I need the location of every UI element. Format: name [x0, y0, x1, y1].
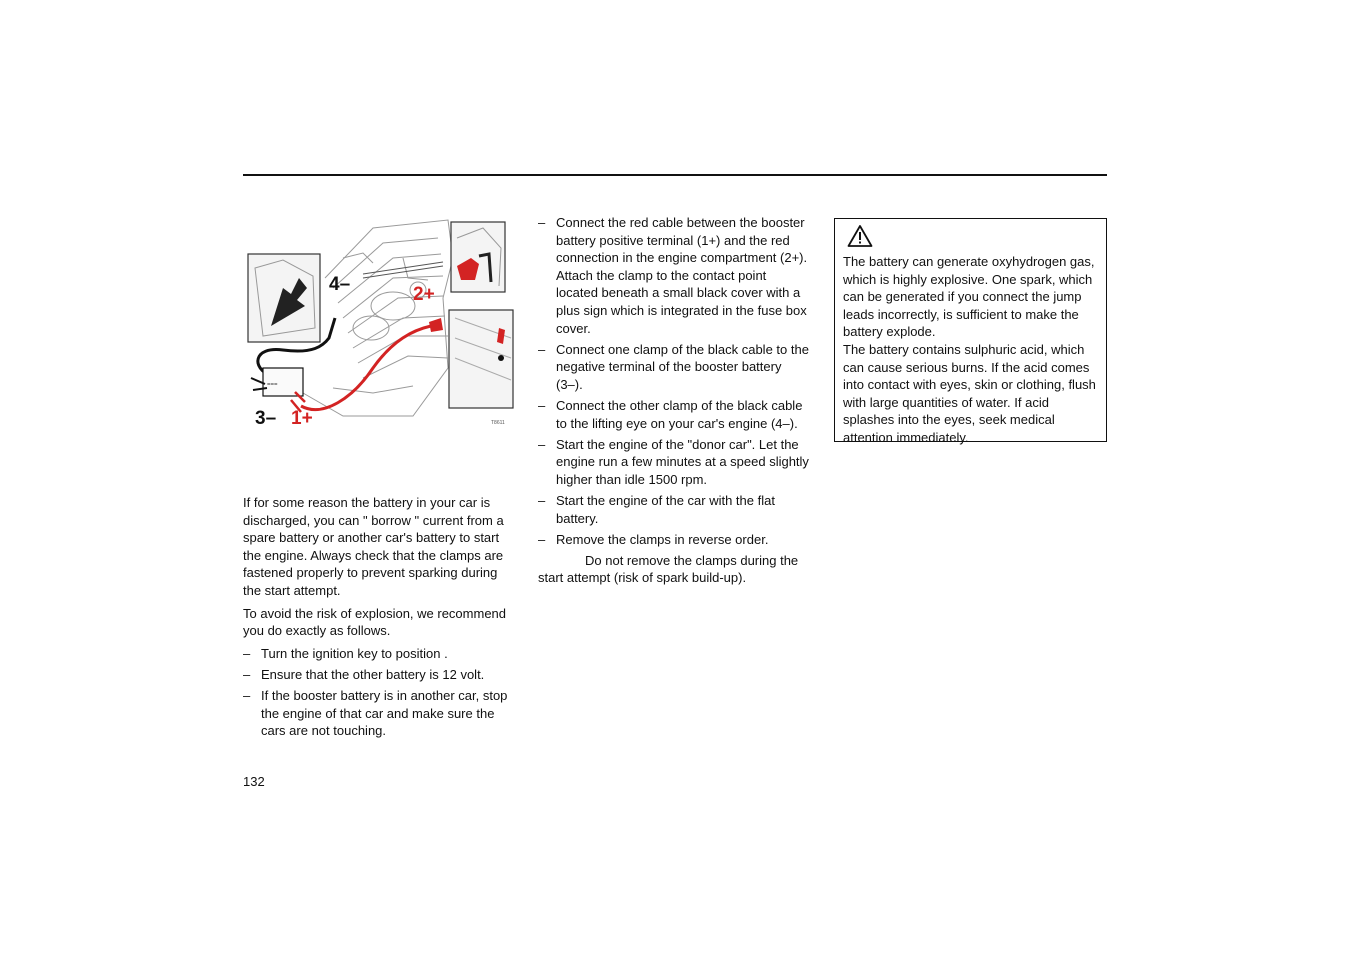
left-column	[243, 494, 515, 743]
warning-triangle-icon	[847, 224, 873, 248]
warning-paragraph-1: The battery can generate oxyhydrogen gas, which is highly explosive. One spark, which can be generated if you connect the jump leads incorrectly, is sufficient to make the battery explode.	[843, 254, 1095, 340]
important-note: Do not remove the clamps during the start attempt (risk of spark build-up).	[538, 552, 799, 586]
header-rule	[243, 174, 1107, 176]
label-3: 3–	[255, 408, 277, 429]
label-4: 4–	[329, 274, 351, 295]
left-steps-list	[243, 645, 515, 740]
step-text: Connect the other clamp of the black cable to the lifting eye on your car's engine (4–).	[556, 397, 803, 431]
list-item	[538, 214, 810, 337]
list-item	[538, 397, 810, 432]
step-text: Ensure that the other battery is 12 volt.	[261, 666, 485, 682]
step-dash: –	[538, 397, 546, 413]
middle-steps-list	[538, 214, 810, 548]
engine-bay-drawing	[303, 220, 453, 416]
list-item	[538, 341, 810, 394]
svg-text:===: ===	[267, 382, 278, 388]
warning-box	[834, 218, 1107, 445]
step-subtext: Attach the clamp to the contact point located beneath a small black cover with a plus sign which is integrated in the fuse box cover.	[556, 267, 807, 336]
step-dash: –	[538, 492, 546, 508]
step-dash: –	[538, 531, 546, 547]
intro-paragraph-2: To avoid the risk of explosion, we recommend you do exactly as follows.	[243, 605, 507, 639]
step-dash: –	[538, 215, 546, 230]
step-text: Remove the clamps in reverse order.	[556, 531, 769, 547]
list-item	[538, 492, 810, 527]
intro-paragraph-1: If for some reason the battery in your car is discharged, you can " borrow " current from a spare battery or another car's battery to start the engine. Always check that the clamps are fastened properly to prevent sparking during the start attempt.	[243, 495, 504, 598]
list-item	[538, 436, 810, 489]
figure-code: T8611	[491, 420, 505, 426]
jump-start-illustration	[243, 218, 515, 430]
step-text: Connect the red cable between the booster battery positive terminal (1+) and the red connection in the engine compartment (2+).	[556, 215, 808, 266]
list-item	[243, 687, 515, 740]
step-dash: –	[538, 341, 546, 357]
page-number: 132	[243, 774, 265, 789]
step-dash: –	[538, 436, 546, 452]
step-text: Turn the ignition key to position .	[261, 645, 448, 661]
step-text: Start the engine of the "donor car". Let the engine run a few minutes at a speed slightly higher than idle 1500 rpm.	[556, 436, 809, 487]
list-item	[538, 531, 810, 549]
step-dash: –	[243, 687, 251, 703]
middle-column	[538, 214, 810, 592]
step-dash: –	[243, 666, 251, 682]
warning-paragraph-2: The battery contains sulphuric acid, which can cause serious burns. If the acid comes into contact with eyes, skin or clothing, flush with large quantities of water. If acid splashes into the eyes, seek medical attention immediately.	[843, 341, 1096, 445]
step-text: If the booster battery is in another car, stop the engine of that car and make sure the cars are not touching.	[261, 687, 508, 739]
list-item	[243, 666, 515, 684]
list-item	[243, 645, 515, 663]
inset-top-right	[451, 222, 505, 292]
label-2: 2+	[413, 284, 435, 305]
step-dash: –	[243, 645, 251, 661]
label-1: 1+	[291, 408, 313, 429]
step-text: Connect one clamp of the black cable to the negative terminal of the booster battery (3–).	[556, 341, 809, 392]
step-text: Start the engine of the car with the flat battery.	[556, 492, 775, 526]
